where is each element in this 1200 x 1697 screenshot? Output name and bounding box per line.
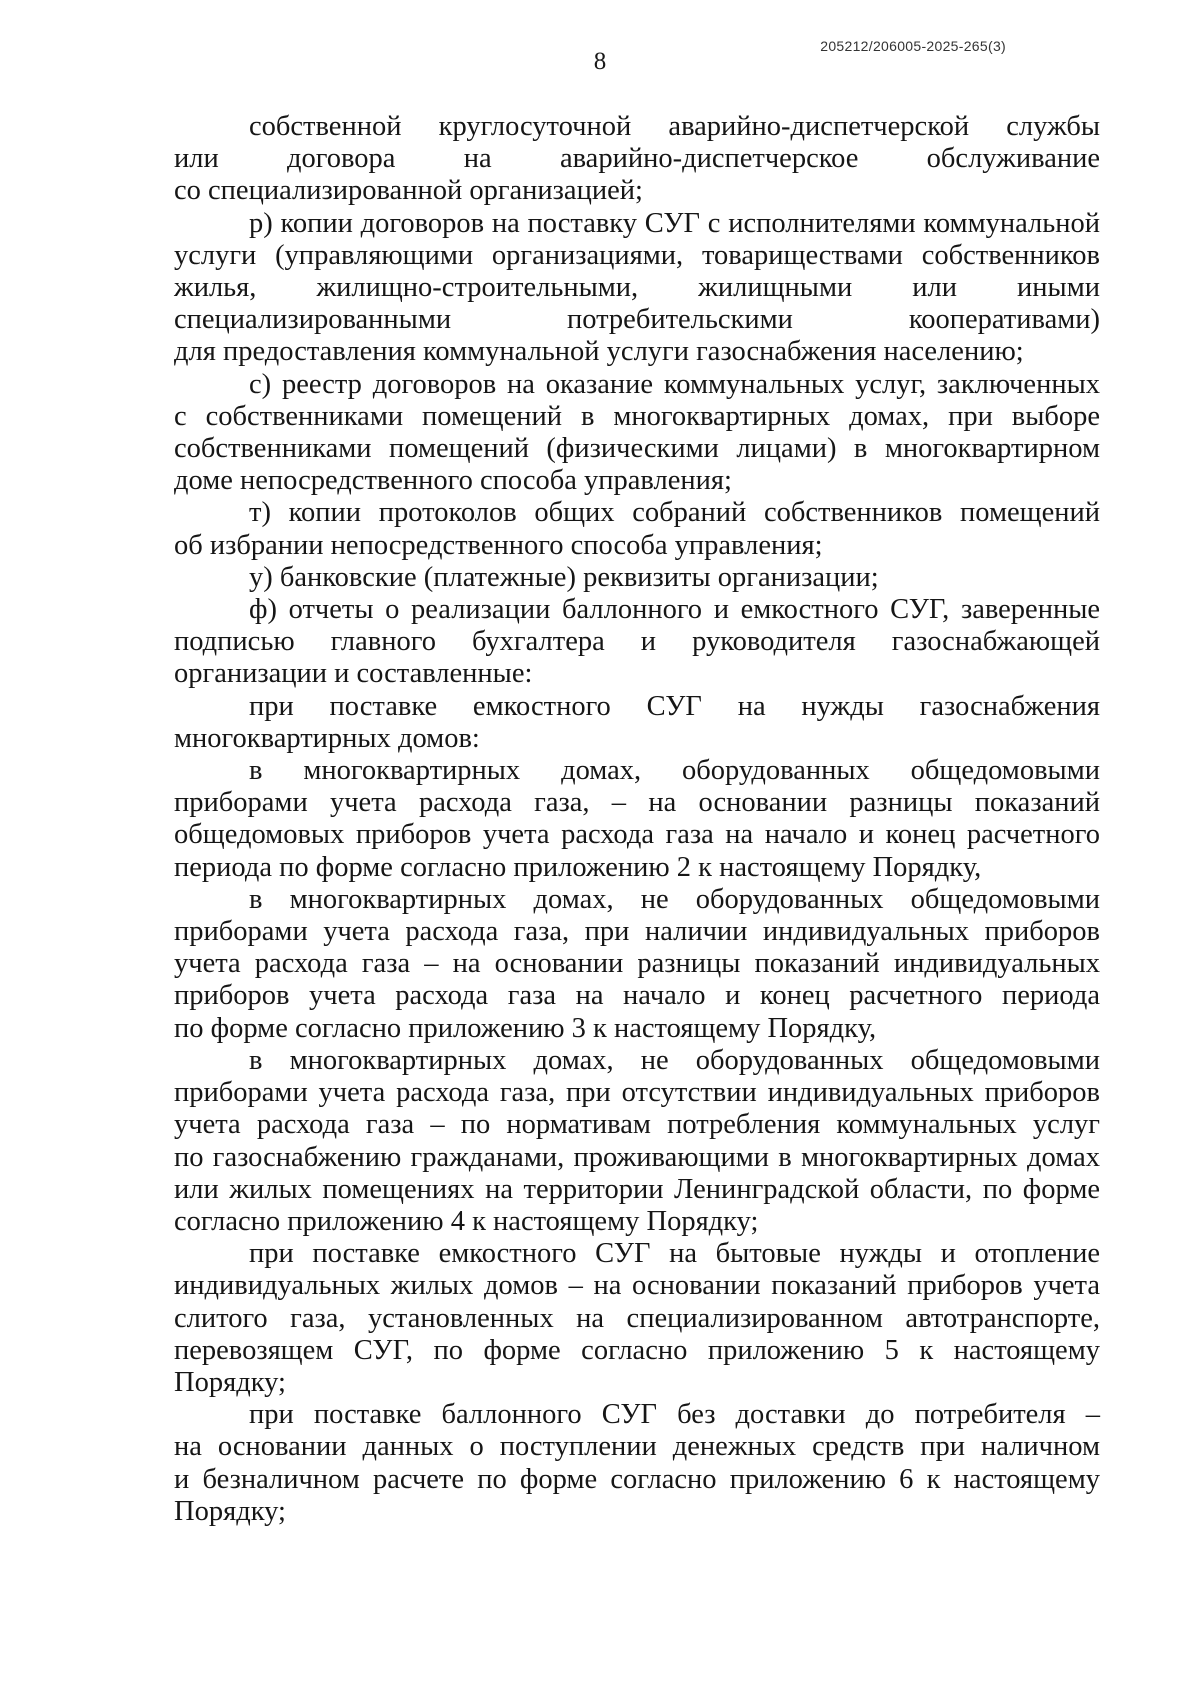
text-line: приборами учета расхода газа, – на основании разницы показаний [174,787,1100,819]
text-line: учета расхода газа – по нормативам потребления коммунальных услуг [174,1109,1100,1141]
text-line: и безналичном расчете по форме согласно приложению 6 к настоящему [174,1463,1100,1495]
text-line: услуги (управляющими организациями, товариществами собственников [174,239,1100,271]
paragraph [174,1399,1100,1528]
text-line: приборами учета расхода газа, при наличии индивидуальных приборов [174,916,1100,948]
text-line: с) реестр договоров на оказание коммунальных услуг, заключенных [249,368,1100,400]
text-line: об избрании непосредственного способа управления; [174,529,823,561]
text-line: по газоснабжению гражданами, проживающими в многоквартирных домах [174,1141,1100,1173]
text-line: в многоквартирных домах, оборудованных общедомовыми [249,755,1100,787]
paragraph [174,562,1100,594]
text-line: или жилых помещениях на территории Ленинградской области, по форме [174,1173,1100,1205]
paragraph [174,884,1100,1045]
text-line: индивидуальных жилых домов – на основании показаний приборов учета [174,1270,1100,1302]
text-line: организации и составленные: [174,658,533,690]
text-line: при поставке емкостного СУГ на нужды газоснабжения [249,690,1100,722]
paragraph [174,755,1100,884]
text-line: у) банковские (платежные) реквизиты организации; [249,561,879,593]
text-line: в многоквартирных домах, не оборудованных общедомовыми [249,883,1100,915]
paragraph [174,369,1100,498]
text-line: или договора на аварийно-диспетчерское обслуживание [174,143,1100,175]
text-line: жилья, жилищно-строительными, жилищными или иными [174,272,1100,304]
text-line: ф) отчеты о реализации баллонного и емкостного СУГ, заверенные [249,594,1100,626]
text-line: общедомовых приборов учета расхода газа на начало и конец расчетного [174,819,1100,851]
text-line: периода по форме согласно приложению 2 к настоящему Порядку, [174,851,982,883]
text-line: в многоквартирных домах, не оборудованных общедомовыми [249,1044,1100,1076]
text-line: р) копии договоров на поставку СУГ с исполнителями коммунальной [249,207,1100,239]
paragraph [174,208,1100,369]
text-line: при поставке емкостного СУГ на бытовые нужды и отопление [249,1238,1100,1270]
text-line: собственной круглосуточной аварийно-диспетчерской службы [249,111,1100,142]
text-line: Порядку; [174,1366,286,1398]
text-line: подписью главного бухгалтера и руководителя газоснабжающей [174,626,1100,658]
text-line: на основании данных о поступлении денежных средств при наличном [174,1431,1100,1463]
text-line: собственниками помещений (физическими лицами) в многоквартирном [174,433,1100,465]
text-line: с собственниками помещений в многоквартирных домах, при выборе [174,400,1100,432]
text-line: доме непосредственного способа управления; [174,465,732,497]
text-line: т) копии протоколов общих собраний собственников помещений [249,497,1100,529]
paragraph [174,594,1100,691]
text-line: Порядку; [174,1495,286,1527]
document-body [174,111,1100,1528]
text-line: для предоставления коммунальной услуги газоснабжения населению; [174,336,1024,368]
text-line: при поставке баллонного СУГ без доставки до потребителя – [249,1399,1100,1431]
text-line: специализированными потребительскими кооперативами) [174,304,1100,336]
page-number: 8 [593,48,607,75]
text-line: со специализированной организацией; [174,175,643,207]
text-line: слитого газа, установленных на специализированном автотранспорте, [174,1302,1100,1334]
paragraph [174,497,1100,561]
paragraph [174,111,1100,208]
text-line: многоквартирных домов: [174,722,480,754]
paragraph [174,1045,1100,1238]
text-line: по форме согласно приложению 3 к настоящему Порядку, [174,1012,877,1044]
paragraph [174,1238,1100,1399]
text-line: согласно приложению 4 к настоящему Порядку; [174,1205,759,1237]
document-id: 205212/206005-2025-265(3) [820,38,1006,54]
text-line: перевозящем СУГ, по форме согласно приложению 5 к настоящему [174,1334,1100,1366]
text-line: учета расхода газа – на основании разницы показаний индивидуальных [174,948,1100,980]
text-line: приборов учета расхода газа на начало и конец расчетного периода [174,980,1100,1012]
paragraph [174,691,1100,755]
text-line: приборами учета расхода газа, при отсутствии индивидуальных приборов [174,1077,1100,1109]
